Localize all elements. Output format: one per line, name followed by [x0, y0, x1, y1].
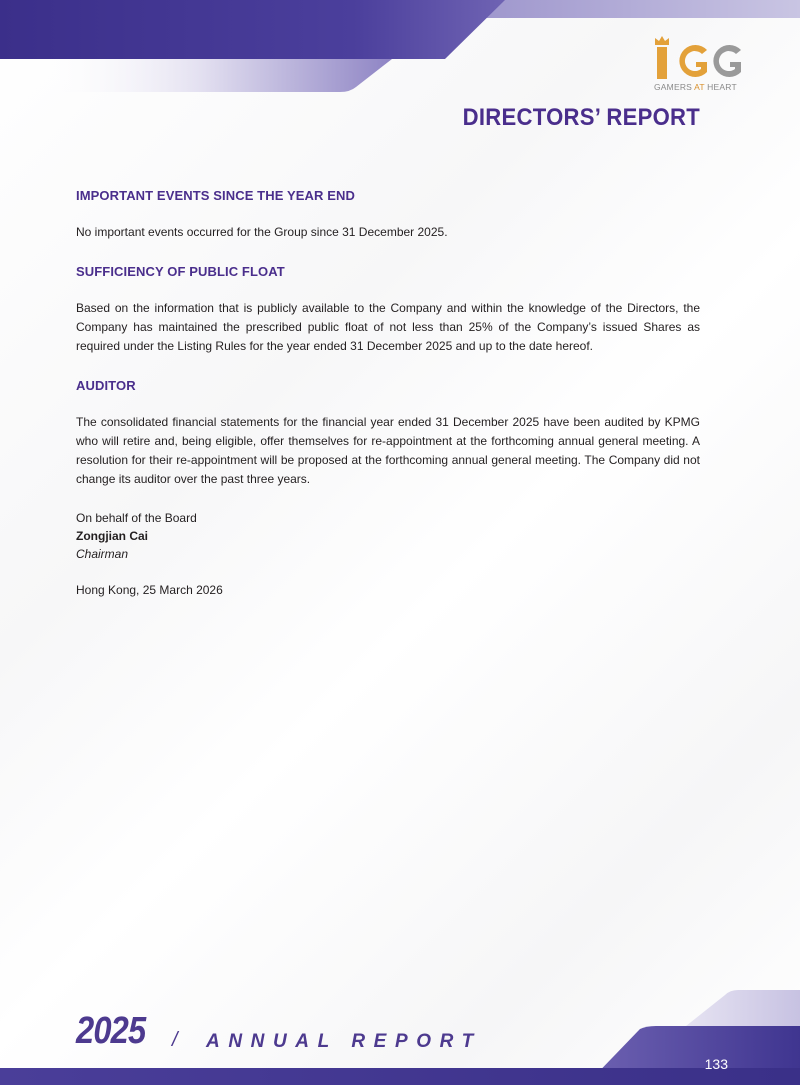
header-pale-stripe — [468, 0, 800, 18]
section-heading-public-float: SUFFICIENCY OF PUBLIC FLOAT — [76, 264, 285, 279]
logo-tagline: GAMERS AT HEART — [654, 82, 737, 92]
report-body — [76, 188, 700, 599]
section-heading-auditor: AUDITOR — [76, 378, 136, 393]
footer-slash: / — [172, 1029, 178, 1051]
page-number: 133 — [704, 1056, 728, 1072]
report-title: DIRECTORS’ REPORT — [462, 104, 700, 131]
signoff-place-date: Hong Kong, 25 March 2026 — [76, 583, 223, 597]
section-body-public-float: Based on the information that is publicly available to the Company and within the knowledge of the Directors, the Company has maintained the prescribed public float of not less than 25% of the Company’s issued Shares as required under the Listing Rules for the year ended 31 December 2025 and up to the date hereof. — [76, 301, 700, 353]
signoff-block — [76, 509, 700, 599]
footer-year: 2025 — [76, 1010, 146, 1052]
section-body-auditor: The consolidated financial statements for the financial year ended 31 December 2025 have been audited by KPMG who will retire and, being eligible, offer themselves for re-appointment at the forthcoming annual general meeting. A resolution for their re-appointment will be proposed at the forthcoming annual general meeting. The Company did not change its auditor over the past three years. — [76, 415, 700, 486]
footer-pale-band — [686, 990, 800, 1026]
igg-logo — [652, 36, 744, 94]
section-body-important-events: No important events occurred for the Group since 31 December 2025. — [76, 225, 448, 239]
signoff-name: Zongjian Cai — [76, 529, 148, 543]
section-heading-important-events: IMPORTANT EVENTS SINCE THE YEAR END — [76, 188, 355, 203]
footer-annual-report-label: ANNUAL REPORT — [206, 1031, 482, 1052]
igg-logo-icon — [652, 36, 744, 82]
header-dark-band — [0, 0, 505, 59]
signoff-role: Chairman — [76, 547, 129, 561]
header-light-band — [40, 59, 392, 92]
signoff-on-behalf: On behalf of the Board — [76, 511, 197, 525]
